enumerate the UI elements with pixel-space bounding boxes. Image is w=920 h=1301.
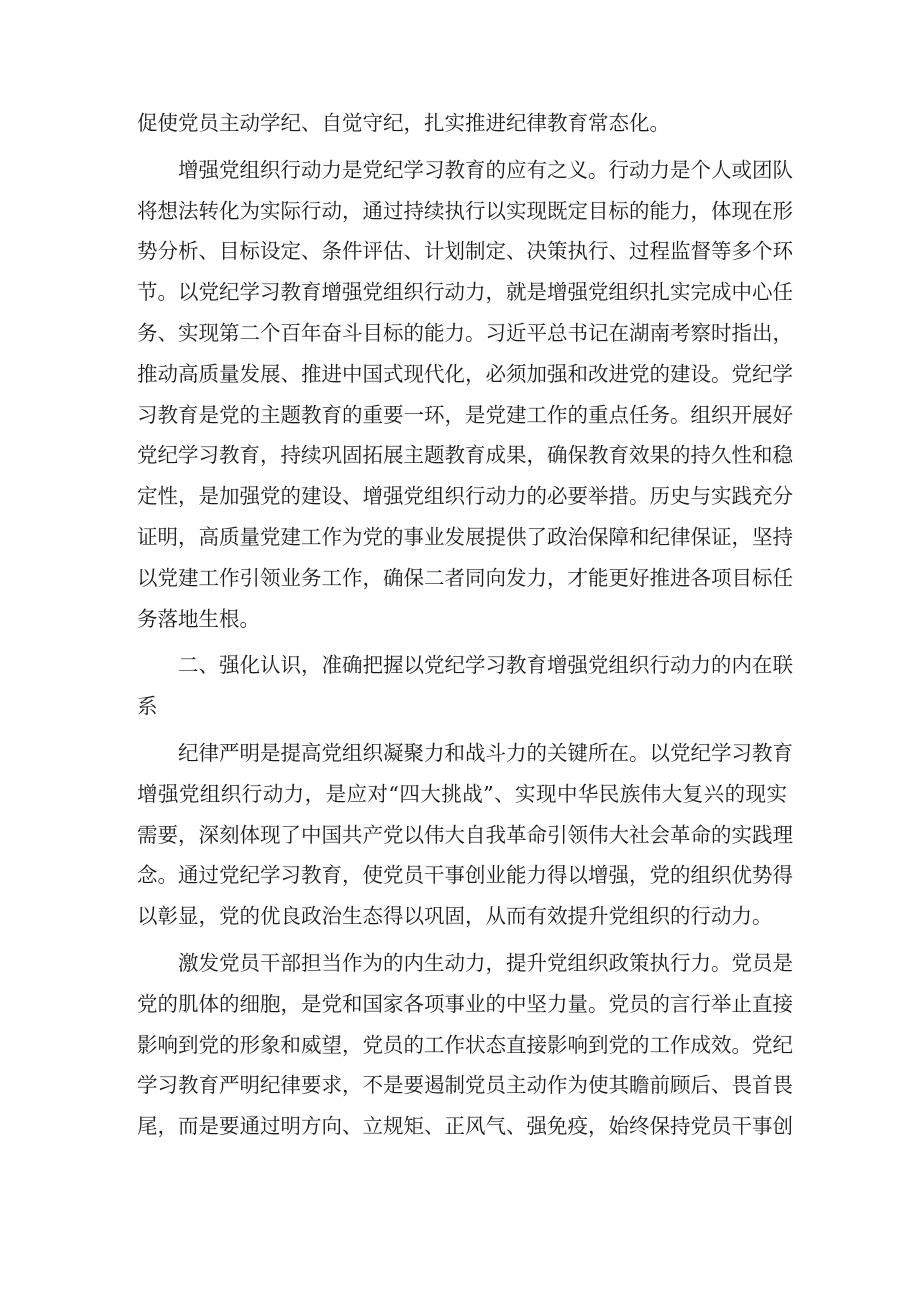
text-line: 将想法转化为实际行动，通过持续执行以实现既定目标的能力，体现在形 (137, 198, 793, 223)
text-line: 增强党组织行动力是党纪学习教育的应有之义。行动力是个人或团队 (178, 157, 793, 182)
text-line: 习教育是党的主题教育的重要一环，是党建工作的重点任务。组织开展好 (137, 402, 793, 427)
text-line: 定性，是加强党的建设、增强党组织行动力的必要举措。历史与实践充分 (137, 484, 793, 509)
text-line: 纪律严明是提高党组织凝聚力和战斗力的关键所在。以党纪学习教育 (178, 740, 793, 765)
text-line: 以彰显，党的优良政治生态得以巩固，从而有效提升党组织的行动力。 (137, 904, 773, 929)
document-body (137, 103, 793, 1147)
text-line: 尾，而是要通过明方向、立规矩、正风气、强免疫，始终保持党员干事创 (137, 1114, 793, 1139)
heading-line: 二、强化认识，准确把握以党纪学习教育增强党组织行动力的内在联 (178, 653, 793, 678)
paragraph-continuation (137, 103, 787, 144)
text-line: 念。通过党纪学习教育，使党员干事创业能力得以增强，党的组织优势得 (137, 863, 793, 888)
paragraph-motivation (137, 943, 793, 1147)
text-line: 党纪学习教育，持续巩固拓展主题教育成果，确保教育效果的持久性和稳 (137, 443, 793, 468)
paragraph-discipline (137, 733, 793, 937)
text-line: 节。以党纪学习教育增强党组织行动力，就是增强党组织扎实完成中心任 (137, 280, 793, 305)
text-line: 学习教育严明纪律要求，不是要遏制党员主动作为使其瞻前顾后、畏首畏 (137, 1073, 793, 1098)
text-line: 影响到党的形象和威望，党员的工作状态直接影响到党的工作成效。党纪 (137, 1032, 793, 1057)
text-line: 务、实现第二个百年奋斗目标的能力。习近平总书记在湖南考察时指出， (137, 320, 793, 345)
text-line: 党的肌体的细胞，是党和国家各项事业的中坚力量。党员的言行举止直接 (137, 991, 793, 1016)
paragraph-action-capacity (137, 150, 793, 640)
text-line: 需要，深刻体现了中国共产党以伟大自我革命引领伟大社会革命的实践理 (137, 822, 793, 847)
heading-line: 系 (137, 694, 158, 719)
text-line: 推动高质量发展、推进中国式现代化，必须加强和改进党的建设。党纪学 (137, 361, 793, 386)
text-line: 务落地生根。 (137, 606, 260, 631)
text-line: 证明，高质量党建工作为党的事业发展提供了政治保障和纪律保证，坚持 (137, 524, 793, 549)
section-heading (137, 645, 793, 727)
text-line: 增强党组织行动力，是应对“四大挑战”、实现中华民族伟大复兴的现实 (137, 781, 787, 806)
text-line: 激发党员干部担当作为的内生动力，提升党组织政策执行力。党员是 (178, 950, 793, 975)
text-line: 以党建工作引领业务工作，确保二者同向发力，才能更好推进各项目标任 (137, 565, 793, 590)
text-line: 势分析、目标设定、条件评估、计划制定、决策执行、过程监督等多个环 (137, 239, 793, 264)
text-line: 促使党员主动学纪、自觉守纪，扎实推进纪律教育常态化。 (137, 111, 670, 135)
